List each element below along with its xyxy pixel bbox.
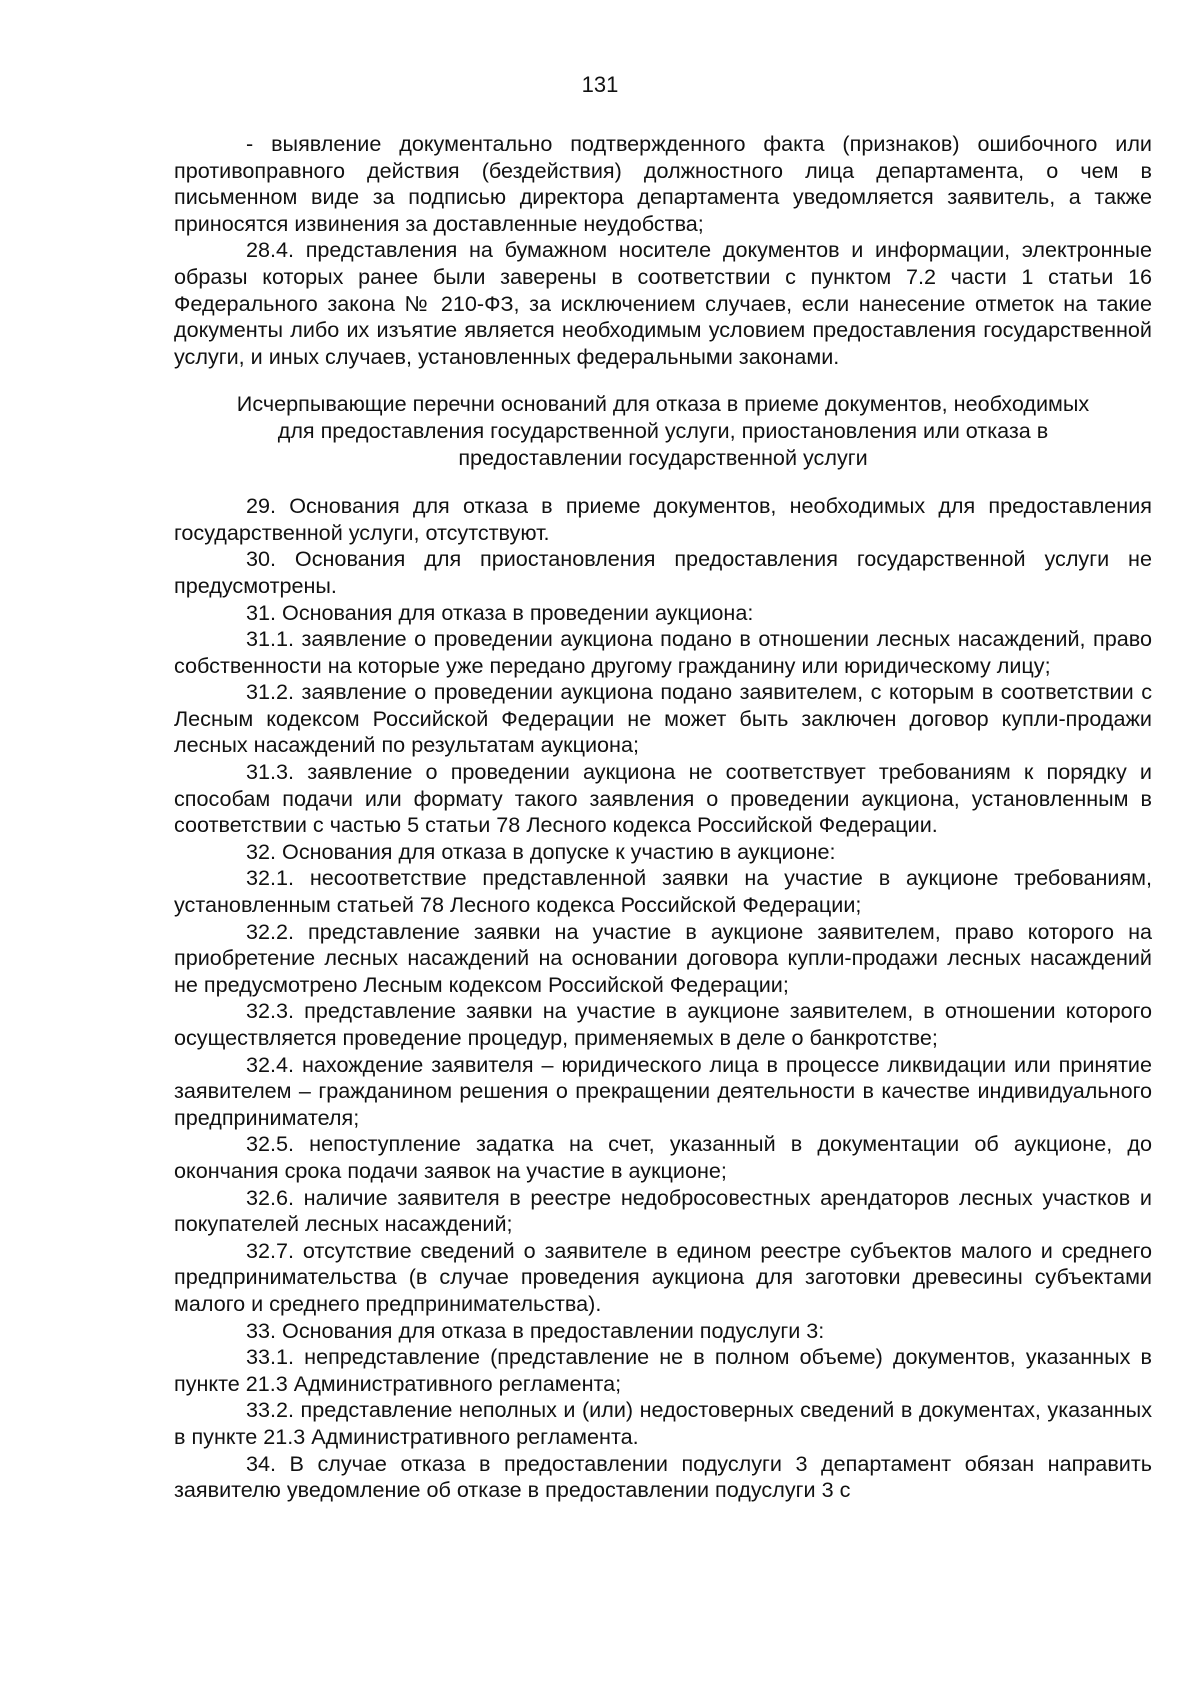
paragraph: 32. Основания для отказа в допуске к участию в аукционе: <box>246 838 836 864</box>
paragraph: 29. Основания для отказа в приеме документов, необходимых для предоставления государственной услуги, отсутствуют. <box>174 493 1152 545</box>
section-heading-line: предоставлении государственной услуги <box>458 444 868 470</box>
paragraph: 31.3. заявление о проведении аукциона не соответствует требованиям к порядку и способам подачи или формату такого заявления о проведении аукциона, установленным в соответствии с частью 5 статьи 78 Лесного кодекса Российской Федерации. <box>174 759 1152 838</box>
paragraph: 32.2. представление заявки на участие в аукционе заявителем, право которого на приобретение лесных насаждений на основании договора купли-продажи лесных насаждений не предусмотрено Лесным кодексом Российской Федерации; <box>174 918 1152 997</box>
section-heading-line: для предоставления государственной услуги, приостановления или отказа в <box>277 417 1049 443</box>
paragraph: 31.2. заявление о проведении аукциона подано заявителем, с которым в соответствии с Лесным кодексом Российской Федерации не может быть заключен договор купли-продажи лесных насаждений по результатам аукциона; <box>174 679 1152 758</box>
paragraph: 32.1. несоответствие представленной заявки на участие в аукционе требованиям, установленным статьей 78 Лесного кодекса Российской Федерации; <box>174 865 1152 918</box>
paragraph: 34. В случае отказа в предоставлении подуслуги 3 департамент обязан направить заявителю уведомление об отказе в предоставлении подуслуги 3 с <box>174 1450 1152 1503</box>
paragraph: 32.4. нахождение заявителя – юридического лица в процессе ликвидации или принятие заявителем – гражданином решения о прекращении деятельности в качестве индивидуального предпринимателя; <box>174 1051 1152 1130</box>
document-body <box>174 131 1152 1504</box>
section-heading <box>174 391 1152 471</box>
paragraph: 31. Основания для отказа в проведении аукциона: <box>246 599 754 625</box>
paragraph: 28.4. представления на бумажном носителе документов и информации, электронные образы которых ранее были заверены в соответствии с пунктом 7.2 части 1 статьи 16 Федерального закона № 210-ФЗ, за исключением случаев, если нанесение отметок на такие документы либо их изъятие является необходимым условием предоставления государственной услуги, и иных случаев, установленных федеральными законами. <box>174 237 1152 369</box>
paragraph: 33.1. непредставление (представление не в полном объеме) документов, указанных в пункте 21.3 Административного регламента; <box>174 1344 1152 1396</box>
paragraph: 32.7. отсутствие сведений о заявителе в едином реестре субъектов малого и среднего предпринимательства (в случае проведения аукциона для заготовки древесины субъектами малого и среднего предпринимательства). <box>174 1237 1152 1316</box>
paragraph: 30. Основания для приостановления предоставления государственной услуги не предусмотрены. <box>174 546 1152 598</box>
paragraph: 33.2. представление неполных и (или) недостоверных сведений в документах, указанных в пункте 21.3 Административного регламента. <box>174 1397 1152 1449</box>
section-heading-line: Исчерпывающие перечни оснований для отказа в приеме документов, необходимых <box>236 391 1090 417</box>
paragraph: 31.1. заявление о проведении аукциона подано в отношении лесных насаждений, право собственности на которые уже передано другому гражданину или юридическому лицу; <box>174 626 1152 678</box>
paragraph: 32.6. наличие заявителя в реестре недобросовестных арендаторов лесных участков и покупателей лесных насаждений; <box>174 1184 1152 1237</box>
paragraph: 32.5. непоступление задатка на счет, указанный в документации об аукционе, до окончания срока подачи заявок на участие в аукционе; <box>174 1131 1152 1183</box>
paragraph: 33. Основания для отказа в предоставлении подуслуги 3: <box>246 1317 825 1343</box>
page-number: 131 <box>581 72 619 97</box>
paragraph: 32.3. представление заявки на участие в аукционе заявителем, в отношении которого осуществляется проведение процедур, применяемых в деле о банкротстве; <box>174 998 1152 1050</box>
paragraph: - выявление документально подтвержденного факта (признаков) ошибочного или противоправного действия (бездействия) должностного лица департамента, о чем в письменном виде за подписью директора департамента уведомляется заявитель, а также приносятся извинения за доставленные неудобства; <box>174 131 1152 236</box>
